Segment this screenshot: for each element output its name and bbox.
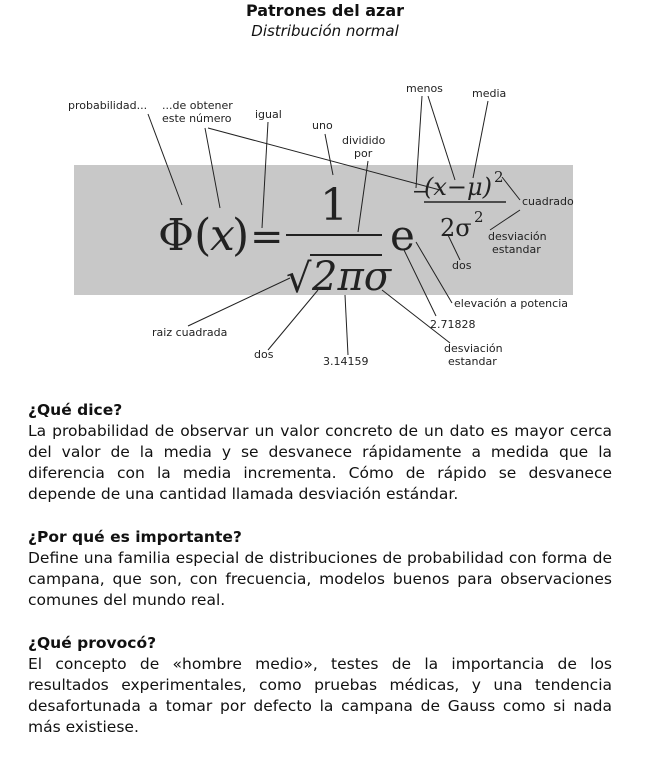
formula-equals: = <box>250 214 284 260</box>
section-heading: ¿Qué dice? <box>28 401 123 419</box>
formula-denominator: 2πσ <box>312 254 392 300</box>
leader-pi <box>345 295 348 355</box>
label-desviacion-right-2: estandar <box>492 243 541 256</box>
section-body: El concepto de «hombre medio», testes de la importancia de los resultados experimentales, como pruebas médicas, y una tendencia desafortunada a tomar por defecto la campana de Gauss como si nada más existiese. <box>28 655 612 736</box>
label-dividido-1: dividido <box>342 134 386 147</box>
label-desviacion-bottom-1: desviación <box>444 342 503 355</box>
label-menos: menos <box>406 82 443 95</box>
label-de-obtener-1: ...de obtener <box>162 99 233 112</box>
label-dos-bottom: dos <box>254 348 274 361</box>
exponent-denominator: 2σ <box>440 214 472 242</box>
formula-numerator: 1 <box>320 180 348 231</box>
formula-minus: − <box>412 179 429 203</box>
label-uno: uno <box>312 119 333 132</box>
exponent-denominator-square: 2 <box>474 208 484 226</box>
label-desviacion-right-1: desviación <box>488 230 547 243</box>
formula-close: ) <box>232 210 250 261</box>
label-dividido-2: por <box>354 147 373 160</box>
label-pi-value: 3.14159 <box>323 355 369 368</box>
formula-phi: Φ( <box>158 210 212 261</box>
section-body: Define una familia especial de distribuciones de probabilidad con forma de campana, que son, con frecuencia, modelos buenos para observaciones comunes del mundo real. <box>28 549 612 609</box>
section-heading: ¿Qué provocó? <box>28 634 157 652</box>
leader-desviacion-bottom <box>382 290 450 343</box>
label-probabilidad: probabilidad... <box>68 99 148 112</box>
section-por-que-importante <box>28 527 612 611</box>
exponent-square: 2 <box>494 168 504 186</box>
formula-e: e <box>390 211 415 260</box>
exponent-numerator: (x−μ) <box>424 173 492 201</box>
section-heading: ¿Por qué es importante? <box>28 528 242 546</box>
label-desviacion-bottom-2: estandar <box>448 355 497 368</box>
formula-sqrt: √ <box>286 256 312 302</box>
label-cuadrado: cuadrado <box>522 195 574 208</box>
label-de-obtener-2: este número <box>162 112 232 125</box>
label-igual: igual <box>255 108 282 121</box>
formula-x: x <box>210 210 235 261</box>
section-que-provoco <box>28 633 612 738</box>
label-media: media <box>472 87 507 100</box>
section-body: La probabilidad de observar un valor concreto de un dato es mayor cerca del valor de la media y se desvanece rápidamente a medida que la diferencia con la media incrementa. Cómo de rápido se desvanece depende de una cantidad llamada desviación estándar. <box>28 422 612 503</box>
normal-distribution-diagram <box>0 60 650 380</box>
label-raiz: raiz cuadrada <box>152 326 228 339</box>
content-sections <box>28 400 612 760</box>
page-title: Patrones del azar <box>245 1 405 20</box>
page-subtitle: Distribución normal <box>251 22 399 40</box>
label-dos-right: dos <box>452 259 472 272</box>
section-que-dice <box>28 400 612 505</box>
label-elevacion: elevación a potencia <box>454 297 568 310</box>
label-e-value: 2.71828 <box>430 318 476 331</box>
